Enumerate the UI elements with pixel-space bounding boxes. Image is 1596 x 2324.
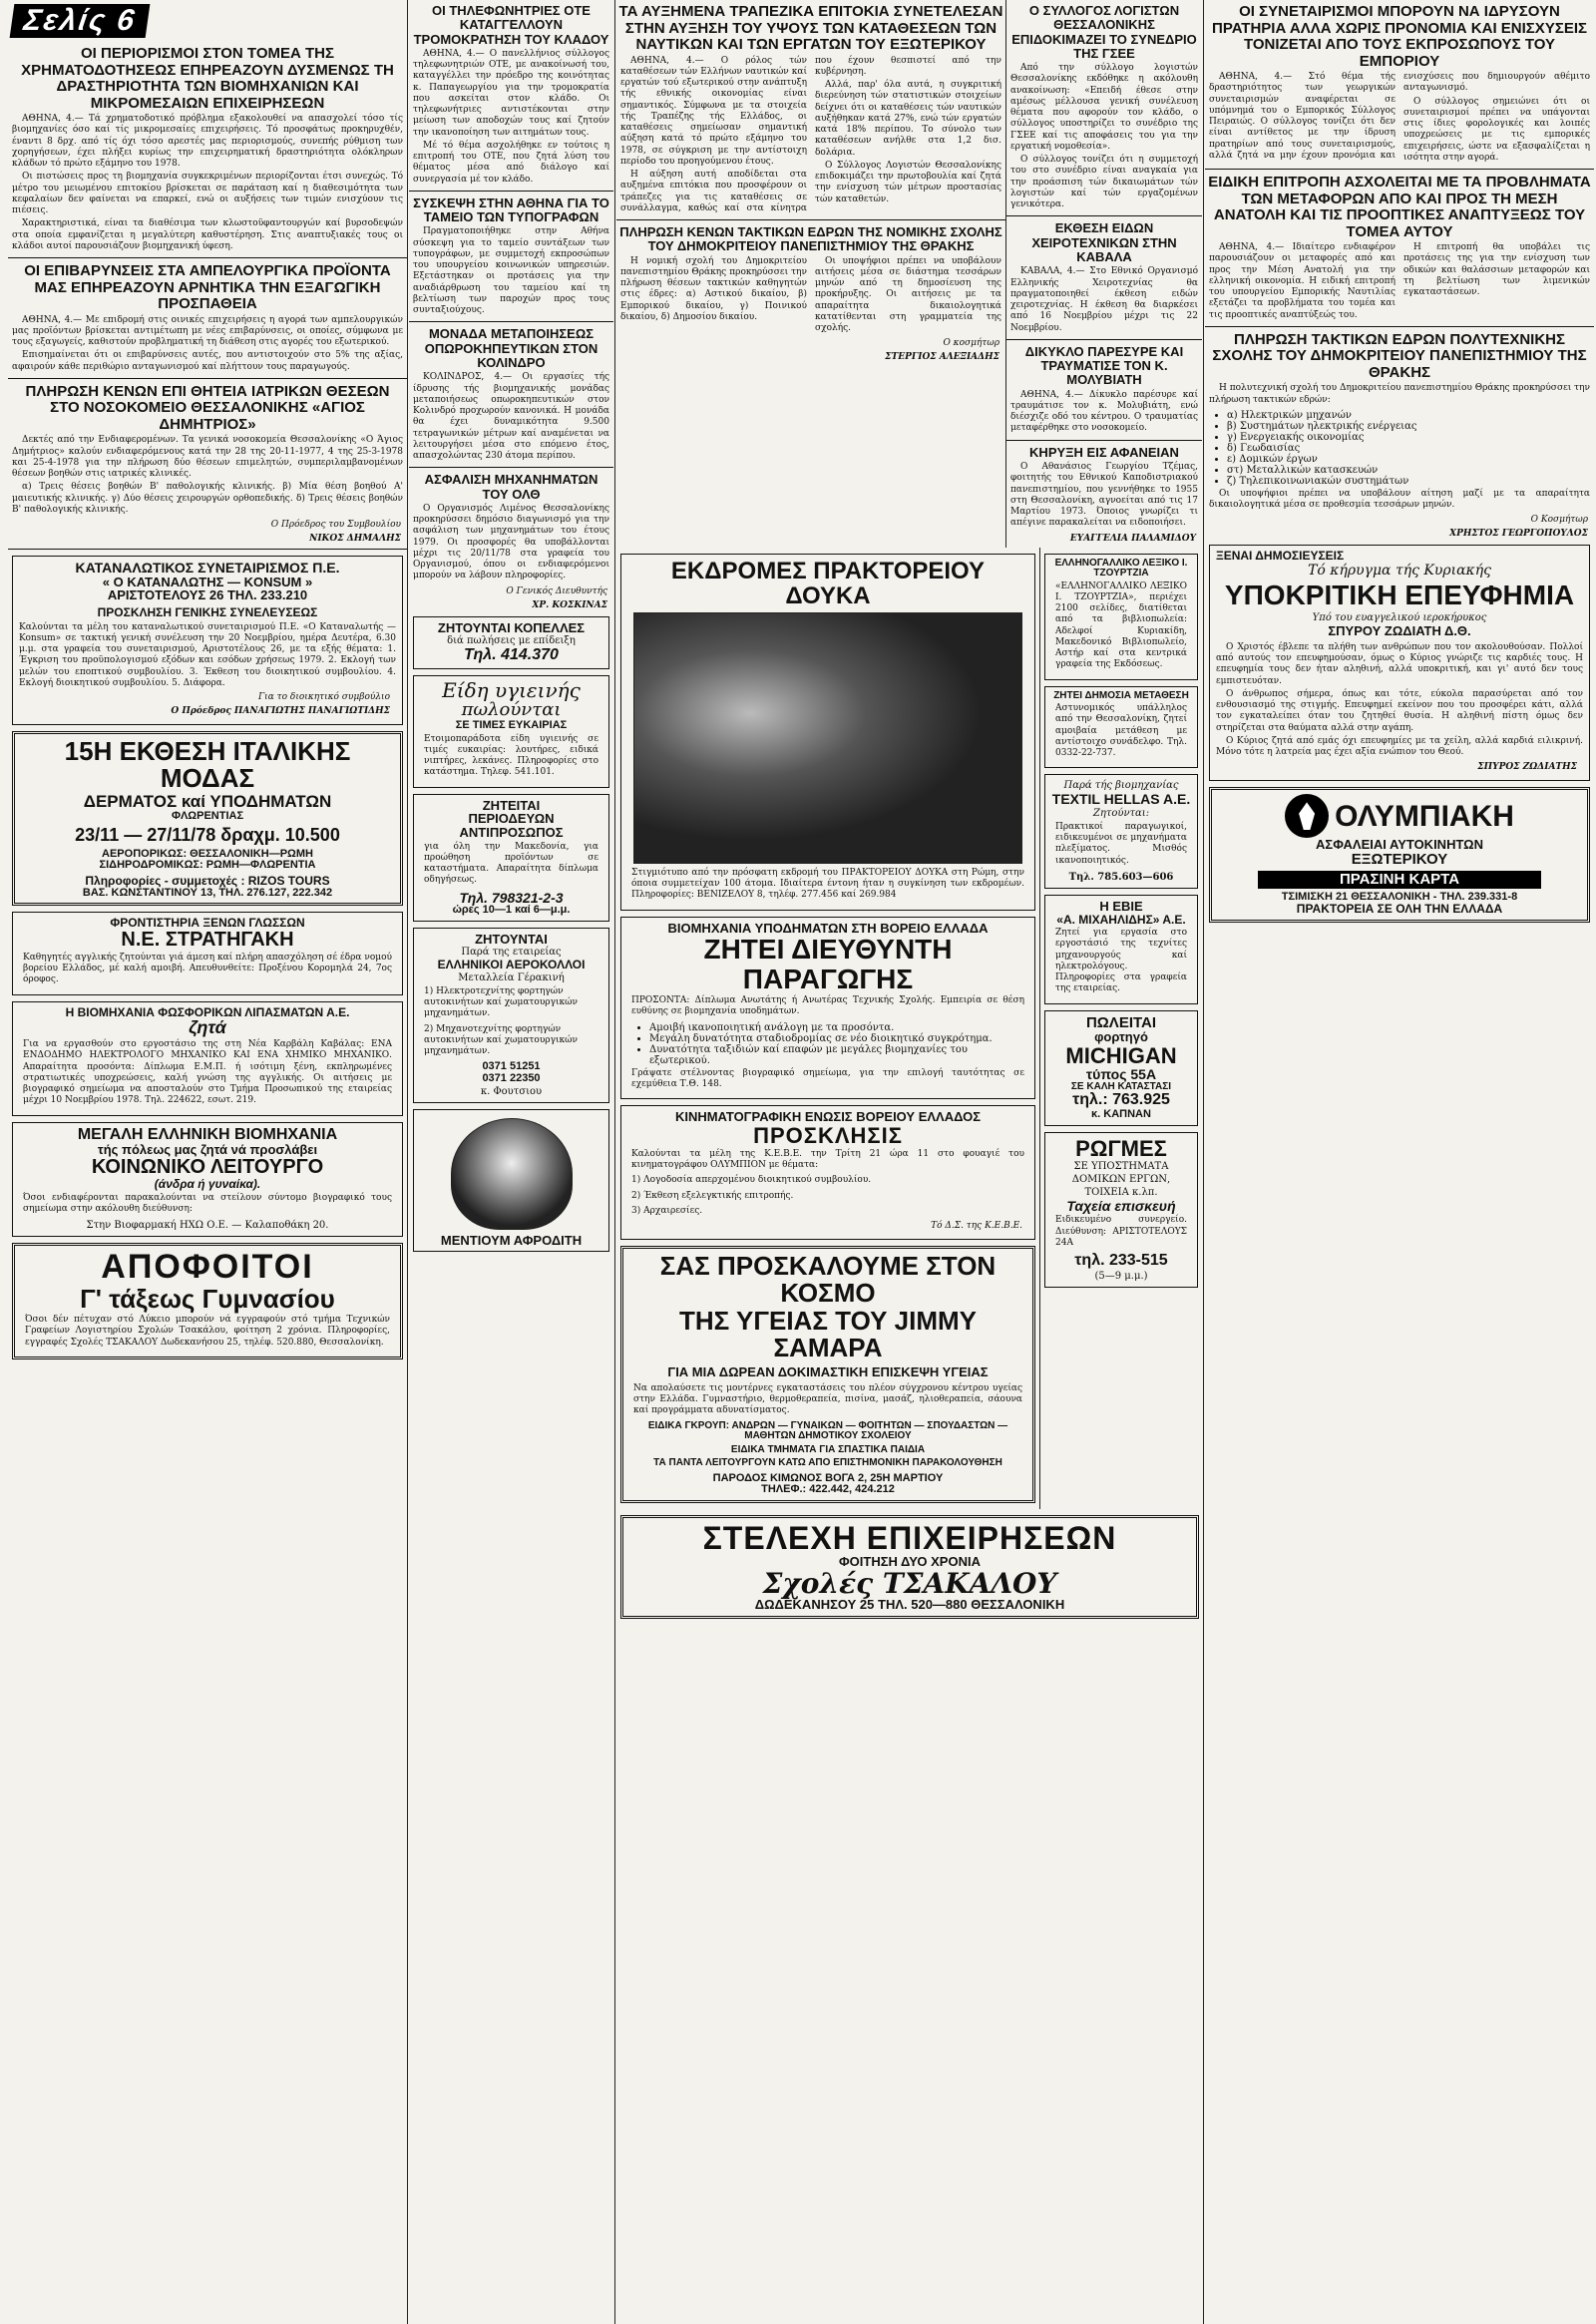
column-1 [8, 0, 407, 2324]
ad-title: ΖΗΤΟΥΝΤΑΙ ΚΟΠΕΛΛΕΣ [437, 619, 586, 635]
ad-transfer [1044, 686, 1198, 769]
ad-headline: ΣΤΕΛΕΧΗ ΕΠΙΧΕΙΡΗΣΕΩΝ [702, 1519, 1117, 1556]
article-body [620, 256, 1001, 335]
paragraph: Ο Κύριος ζητά από εμάς όχι επευφημίες με τα χείλη, αλλά καρδιά ειλικρινή. Μόνο τότε η λατρεία μας έχει αξία ενώπιον του Θεού. [1216, 735, 1583, 758]
paragraph: Ο Οργανισμός Λιμένος Θεσσαλονίκης προκηρύσσει δημόσιο διαγωνισμό για την ασφάλιση των μηχανημάτων του έτους 1979. Οι προσφορές θα υποβάλλονται μέχρι τις 20/11/78 στα γραφεία του Οργανισμού, όπου οι ενδιαφερόμενοι μπορούν να λάβουν πληροφορίες. [413, 503, 609, 581]
ad-phone: τηλ. 233-515 [1074, 1252, 1168, 1270]
kicker: ΞΕΝΑΙ ΔΗΜΟΣΙΕΥΣΕΙΣ [1216, 549, 1345, 564]
ad-headline: ΣΑΣ ΠΡΟΣΚΑΛΟΥΜΕ ΣΤΟΝ ΚΟΣΜΟ [659, 1251, 997, 1309]
photo-caption: Στιγμιότυπο από την πρόσφατη εκδρομή του ΠΡΑΚΤΟΡΕΙΟΥ ΔΟΥΚΑ στη Ρώμη, στην όποια συμμετείχαν 100 άτομα. Ιδιαίτερα έντονη ήταν η συγκίνηση των εκδρομέων. Πληροφορίες: ΒΕΝΙΖΕΛΟΥ 8, τηλέφ. 277.456 καί 269.984 [631, 867, 1024, 901]
sermon-subtitle: Τό κήρυγμα τής Κυριακής [1308, 562, 1491, 579]
list-item: • δ) Γεωδαισίας [1227, 443, 1594, 454]
paragraph: Χαρακτηριστικά, είναι τα διαθέσιμα των κλωστοϋφαντουργών καί βυρσοδεψών στα οποία εμφανίζεται η μεγαλύτερη καθυστέρηση. Στις αναπτυξιακές τους οι κλάδοι αυτοί παρουσιάζουν βιομηχανική ύφεση. [12, 218, 403, 251]
paragraph: ΑΘΗΝΑ, 4.— Ιδιαίτερο ενδιαφέρον παρουσιάζουν οι μεταφορές από και προς την Μέση Ανατολή για την ελληνική οικονομία. Η ειδική επιτροπή του υπουργείου Εμπορικής Ναυτιλίας εξετάζει τα προβλήματα του τομέα και τις προοπτικές αναπτύξεώς του. [1209, 242, 1396, 320]
ad-headline: ΑΠΟΦΟΙΤΟΙ [101, 1248, 314, 1287]
paragraph: ΚΟΛΙΝΔΡΟΣ, 4.— Οι εργασίες τής ίδρυσης τής βιομηχανικής μονάδας μεταποιήσεως οπωροκηπευτικών στον Κολινδρό προχωρούν κανονικά. Η μονάδα θα έχει δυναμικότητα 9.500 τετραγωνικών μέτρων καί αναμένεται να λειτουργήσει μέσα στο επόμενο έτος, απασχολώντας 230 άτομα περίπου. [413, 372, 609, 462]
ad-body: Όσοι δέν πέτυχαν στό Λύκειο μπορούν νά εγγραφούν στό τμήμα Τεχνικών Γραφείων Λογιστηρίου Σχολών Τσακάλου, φοίτηση 2 χρόνια. Πληροφορίες, εγγραφές Σχολές ΤΣΑΚΑΛΟΥ Δωδεκανήσου 25, τηλέφ. 520.880, Θεσσαλονίκη. [25, 1315, 390, 1348]
green-card-label: ΠΡΑΣΙΝΗ ΚΑΡΤΑ [1258, 871, 1541, 889]
article-body [1209, 489, 1590, 512]
paragraph: Ο σύλλογος τονίζει ότι η συμμετοχή του στο συνέδριο είναι αναγκαία για την προάσπιση τών δικαιωμάτων τών λογιστών καί τών εργαζομένων γενικότερα. [1010, 155, 1198, 210]
ad-title: ΖΗΤΕΙ ΔΗΜΟΣΙΑ ΜΕΤΑΘΕΣΗ [1053, 689, 1189, 701]
column-rule [614, 0, 615, 2324]
paragraph: Η αύξηση αυτή αποδίδεται στα αυξημένα επιτόκια που προσφέρουν οι τράπεζες για τις καταθέσεις σε συνάλλαγμα, καθώς καί στα κίνητρα που έχουν θεσπιστεί από την κυβέρνηση. [620, 55, 1001, 213]
column-2 [409, 0, 613, 2324]
article-title: ΟΙ ΠΕΡΙΟΡΙΣΜΟΙ ΣΤΟΝ ΤΟΜΕΑ ΤΗΣ ΧΡΗΜΑΤΟΔΟΤΗΣΕΩΣ ΕΠΗΡΕΑΖΟΥΝ ΔΥΣΜΕΝΩΣ ΤΗ ΔΡΑΣΤΗΡΙΟΤΗΤΑ ΤΩΝ ΒΙΟΜΗΧΑΝΙΩΝ ΚΑΙ ΜΙΚΡΟΜΕΣΑΙΩΝ ΕΠΙΧΕΙΡΗΣΕΩΝ [21, 45, 394, 112]
ad-olympiaki-header [1218, 794, 1581, 838]
ad-hours: ώρες 10—1 καί 6—μ.μ. [452, 904, 571, 917]
ad-subtitle: ΓΙΑ ΜΙΑ ΔΩΡΕΑΝ ΔΟΚΙΜΑΣΤΙΚΗ ΕΠΙΣΚΕΨΗ ΥΓΕΙΑΣ [667, 1364, 989, 1380]
ad-phone: ΤΗΛΕΦ.: 422.442, 424.212 [761, 1483, 895, 1496]
paragraph: Μέ τό θέμα ασχολήθηκε εν τούτοις η επιτροπή του ΟΤΕ, που ζητά λύση του θέματος μέσα από διάλογο καί συνεργασία μέ τον κλάδο. [413, 140, 609, 185]
ad-contact: κ. Φουτσιου [480, 1085, 543, 1097]
side-articles [1006, 0, 1202, 548]
signature-name: Τό Δ.Σ. της Κ.Ε.Β.Ε. [931, 1221, 1022, 1232]
ad-phone: 0371 51251 [482, 1060, 541, 1073]
ad-subtitle: ζητά [189, 1017, 226, 1038]
article-title: ΟΙ ΕΠΙΒΑΡΥΝΣΕΙΣ ΣΤΑ ΑΜΠΕΛΟΥΡΓΙΚΑ ΠΡΟΪΟΝΤΑ ΜΑΣ ΕΠΗΡΕΑΖΟΥΝ ΑΡΝΗΤΙΚΑ ΤΗΝ ΕΞΑΓΩΓΙΚΗ ΠΡΟΣΠΑΘΕΙΑ [24, 262, 391, 312]
ad-line: τής πόλεως μας ζητά νά προσλάβει [97, 1142, 318, 1158]
ad-title: ΠΩΛΕΙΤΑΙ [1085, 1013, 1157, 1031]
divider [8, 378, 407, 379]
divider [1006, 339, 1202, 340]
paragraph: Οι πιστώσεις προς τη βιομηχανία συγκεκριμένων περιορίζονται έτσι συνεχώς. Τό μέτρο του μειωμένου επιτοκίου βρίσκεται σε παράταση καί η διαθεσιμότητα των κεφαλαίων δεν φαίνεται να επαρκεί, ενώ οι αυξήσεις των τιμών ενισχύουν τις πιέσεις. [12, 172, 403, 215]
article-title: Ο ΣΥΛΛΟΓΟΣ ΛΟΓΙΣΤΩΝ ΘΕΣΣΑΛΟΝΙΚΗΣ ΕΠΙΔΟΚΙΜΑΖΕΙ ΤΟ ΣΥΝΕΔΡΙΟ ΤΗΣ ΓΣΕΕ [1011, 3, 1197, 61]
ad-body: Καλούνται τα μέλη του καταναλωτικού συνεταιρισμού Π.Ε. «Ο Καταναλωτής — Konsum» σε τακτική γενική συνέλευση την 20 Νοεμβρίου, ημέρα Δευτέρα, 6.30 μ.μ. στα γραφεία του συνεταιρισμού, Αριστοτέλους 26, με τα εξής θέματα: 1. Έγκριση του προϋπολογισμού εξόδων και εσόδων χρήσεως 1979. 2. Εκλογή των μελών του εποπτικού συμβουλίου. 3. Έκθεση του διοικητικού συμβουλίου. 4. Εκλογή διοικητικού συμβουλίου. 5. Διάφορα. [19, 621, 396, 688]
paragraph: Αλλά, παρ' όλα αυτά, η συγκριτική διερεύνηση τών στατιστικών στοιχείων δείχνει ότι οι καταθέσεις τών ναυτικών αυξήθηκαν κατά 27%, ενώ τών εργατών κατά 18% περίπου. Το σύνολο των καταθέσεων ανήλθε στα 1,2 δισ. δολάρια. [815, 80, 1001, 158]
lower-right-ads [1040, 548, 1202, 1509]
ad-line: Πληροφορίες - συμμετοχές : RIZOS TOURS [85, 874, 330, 889]
ad-headline: ΤΗΣ ΥΓΕΙΑΣ ΤΟΥ JIMMY ΣΑΜΑΡΑ [679, 1305, 977, 1362]
article-title: ΠΛΗΡΩΣΗ ΚΕΝΩΝ ΤΑΚΤΙΚΩΝ ΕΔΡΩΝ ΤΗΣ ΝΟΜΙΚΗΣ ΣΧΟΛΗΣ ΤΟΥ ΔΗΜΟΚΡΙΤΕΙΟΥ ΠΑΝΕΠΙΣΤΗΜΙΟΥ ΤΗΣ ΘΡΑΚΗΣ [619, 224, 1002, 254]
ad-michigan [1044, 1010, 1198, 1126]
ad-title: 15Η ΕΚΘΕΣΗ ΙΤΑΛΙΚΗΣ ΜΟΔΑΣ [64, 736, 351, 794]
ad-headline: MICHIGAN [1065, 1043, 1177, 1069]
lower-left-ads [616, 548, 1040, 1509]
ad-line: Παρά τής βιομηχανίας [1063, 780, 1179, 792]
ad-line: ΕΙΔΙΚΑ ΓΚΡΟΥΠ: ΑΝΔΡΩΝ — ΓΥΝΑΙΚΩΝ — ΦΟΙΤΗΤΩΝ — ΣΠΟΥΔΑΣΤΩΝ — ΜΑΘΗΤΩΝ ΔΗΜΟΤΙΚΟΥ ΣΧΟΛΕΙΟΥ [647, 1419, 1008, 1442]
paragraph: Οι υποψήφιοι πρέπει να υποβάλουν αίτηση μαζί με τα απαραίτητα δικαιολογητικά μέσα σε προθεσμία τεσσάρων μηνών. [1209, 488, 1590, 510]
ad-line: (άνδρα ή γυναίκα). [154, 1176, 261, 1191]
ad-body: Πρακτικοί παραγωγικοί, ειδικευμένοι σε μηχανήματα πλεξίματος. Μισθός ικανοποιητικός. [1055, 821, 1187, 866]
paragraph: Πραγματοποιήθηκε στην Αθήνα σύσκεψη για το ταμείο συντάξεων των τυπογράφων, με συμμετοχή εκπροσώπων του υπουργείου κοινωνικών υπηρεσιών. Εξετάστηκαν οι προτάσεις για την αναδιάρθρωση του ταμείου καί τη βελτίωση των παροχών προς τους συνταξιούχους. [413, 226, 609, 316]
ad-dictionary [1044, 554, 1198, 680]
signature-name: ΧΡ. ΚΟΣΚΙΝΑΣ [532, 599, 607, 610]
page-number-logo-wrap [12, 2, 403, 42]
ad-title: Η ΕΒΙΕ [1099, 898, 1143, 914]
paragraph: Δεκτές από την Ενδιαφερομένων. Τα γενικά νοσοκομεία Θεσσαλονίκης «Ο Άγιος Δημήτριος» καλούν ενδιαφερόμενους κατά την 28 της 20-11-1977, 4 της 25-3-1978 και 25-4-1978 για την πλήρωση δύο θέσεων επιμελητών, συμπεριλαμβανομένων θέσεων βοηθών στις ιατρικές κλινικές. [12, 435, 403, 479]
ad-subtitle: ΠΕΡΙΟΔΕΥΩΝ ΑΝΤΙΠΡΟΣΩΠΟΣ [459, 811, 564, 840]
ad-name: « Ο ΚΑΤΑΝΑΛΩΤΗΣ — KONSUM » [102, 574, 313, 589]
article-title: ΣΥΣΚΕΨΗ ΣΤΗΝ ΑΘΗΝΑ ΓΙΑ ΤΟ ΤΑΜΕΙΟ ΤΩΝ ΤΥΠΟΓΡΑΦΩΝ [413, 194, 609, 225]
divider [1205, 326, 1594, 327]
signature-name: ΣΤΕΡΓΙΟΣ ΑΛΕΞΙΑΔΗΣ [885, 352, 999, 363]
article-body [413, 372, 609, 462]
ad-phone: τηλ.: 763.925 [1072, 1091, 1170, 1109]
byline: Υπό του ευαγγελικού ιεροκήρυκος [1312, 612, 1487, 624]
ad-aerokolloi [413, 928, 609, 1103]
ad-phone: 0371 22350 [482, 1072, 541, 1085]
list-item: • β) Συστημάτων ηλεκτρικής ενέργειας [1227, 421, 1594, 432]
ad-title: ΒΙΟΜΗΧΑΝΙΑ ΥΠΟΔΗΜΑΤΩΝ ΣΤΗ ΒΟΡΕΙΟ ΕΛΛΑΔΑ [667, 920, 989, 936]
ad-language-school [12, 912, 403, 994]
ad-fertilizers [12, 1001, 403, 1116]
ad-headline: ΡΩΓΜΕΣ [1075, 1135, 1167, 1161]
ad-textil-hellas [1044, 774, 1198, 889]
article-title: ΚΗΡΥΞΗ ΕΙΣ ΑΦΑΝΕΙΑΝ [1029, 444, 1179, 460]
ad-hours: (5—9 μ.μ.) [1094, 1271, 1148, 1283]
list-item: • Αμοιβή ικανοποιητική ανάλογη με τα προσόντα. [649, 1022, 1028, 1033]
ad-konsum [12, 556, 403, 725]
paragraph: ΚΑΒΑΛΑ, 4.— Στο Εθνικό Οργανισμό Ελληνικής Χειροτεχνίας θα πραγματοποιηθεί έκθεση ειδών χειροτεχνίας. Η έκθεση θα διαρκέσει από 16 Νοεμβρίου μέχρι τις 22 Νοεμβρίου. [1010, 266, 1198, 333]
ad-line: ΣΕ ΤΙΜΕΣ ΕΥΚΑΙΡΙΑΣ [455, 719, 568, 732]
ad-contact: κ. ΚΑΠΝΑΝ [1091, 1108, 1151, 1121]
signature-name: ΣΠΥΡΟΣ ΖΩΔΙΑΤΗΣ [1477, 762, 1577, 773]
ad-line: ΕΞΩΤΕΡΙΚΟΥ [1351, 851, 1448, 869]
article-title: ΠΛΗΡΩΣΗ ΤΑΚΤΙΚΩΝ ΕΔΡΩΝ ΠΟΛΥΤΕΧΝΙΚΗΣ ΣΧΟΛΗΣ ΤΟΥ ΔΗΜΟΚΡΙΤΕΙΟΥ ΠΑΝΕΠΙΣΤΗΜΙΟΥ ΤΗΣ ΘΡΑΚΗΣ [1212, 330, 1587, 381]
list-item: • ζ) Τηλεπικοινωνιακών συστημάτων [1227, 476, 1594, 487]
ad-subtitle: Ταχεία επισκευή [1066, 1197, 1176, 1214]
ad-body: Καλούνται τα μέλη της Κ.Ε.Β.Ε. την Τρίτη 21 ώρα 11 στο φουαγιέ του κινηματογράφου ΟΛΥΜΠΙΟΝ με θέματα: [631, 1148, 1024, 1171]
ad-title: ΕΚΔΡΟΜΕΣ ΠΡΑΚΤΟΡΕΙΟΥ ΔΟΥΚΑ [670, 557, 986, 609]
ad-line: Ζητούνται: [1092, 807, 1150, 819]
article-body [413, 49, 609, 186]
paragraph: Η πολυτεχνική σχολή του Δημοκριτείου πανεπιστημίου Θράκης προκηρύσσει την πλήρωση τακτικών εδρών: [1209, 383, 1590, 405]
author: ΣΠΥΡΟΥ ΖΩΔΙΑΤΗ Δ.Θ. [1328, 623, 1471, 639]
article-body [413, 226, 609, 316]
ad-cracks [1044, 1132, 1198, 1288]
paragraph: ΑΘΗΝΑ, 4.— Στό θέμα τής δραστηριότητος των γεωργικών συνεταιρισμών αναφέρεται σε υπόμνημά του ο Εμπορικός Σύλλογος Πειραιώς. Ο σύλλογος τονίζει ότι δεν είναι αντίθετος με την ίδρυση πρατηρίων από τους συνεταιρισμούς, αλλά ζητά να μην έχουν προνόμια και ενισχύσεις που δημιουργούν αθέμιτο ανταγωνισμό. [1209, 72, 1590, 161]
ad-line: τύπος 55Α [1085, 1066, 1157, 1083]
article-body [1010, 390, 1198, 435]
paragraph: Ο σύλλογος σημειώνει ότι οι συνεταιρισμοί πρέπει να υπάγονται στις ίδιες φορολογικές και λοιπές υποχρεώσεις με τις εμπορικές επιχειρήσεις, ώστε να εξασφαλίζεται η ισότητα στην αγορά. [1403, 96, 1590, 163]
ad-body: Καθηγητές αγγλικής ζητούνται γιά άμεση καί πλήρη απασχόληση σέ έδρα νομού βορείου Ελλάδος, μέ καλή αμοιβή. Απευθυνθείτε: Προξένου Κορομηλά 24, 7ος όροφος. [23, 952, 392, 985]
ad-address: Στην Βιοφαρμακή ΗΧΩ Ο.Ε. — Καλαποθάκη 20. [86, 1220, 329, 1232]
paragraph: ΑΘΗΝΑ, 4.— Ο ρόλος τών καταθέσεων τών Ελλήνων ναυτικών καί εργατών τού εξωτερικού στην ανάπτυξη τής εθνικής οικονομίας είναι σημαντικός. Σύμφωνα με τα στοιχεία τής Τραπέζης τής Ελλάδος, οι καταθέσεις σημείωσαν σημαντική αύξηση κατά τό πρώτο εξάμηνο του 1978, σε σύγκριση με την αντίστοιχη περίοδο του προηγούμενου έτους. [620, 55, 807, 167]
ad-headline: ΖΗΤΕΙ ΔΙΕΥΘΥΝΤΗ ΠΑΡΑΓΩΓΗΣ [703, 934, 953, 994]
divider [1006, 440, 1202, 441]
article-body [12, 114, 403, 252]
list-item: • Δυνατότητα ταξιδιών καί επαφών με μεγάλες βιομηχανίες του εξωτερικού. [649, 1044, 1028, 1066]
ad-line: ΠΡΑΚΤΟΡΕΙΑ ΣΕ ΟΛΗ ΤΗΝ ΕΛΛΑΔΑ [1296, 902, 1503, 917]
signature-name: ΕΥΑΓΓΕΛΙΑ ΠΑΛΑΜΙΔΟΥ [1069, 533, 1196, 544]
ad-name: Σχολές ΤΣΑΚΑΛΟΥ [762, 1566, 1057, 1600]
excursion-photo [633, 612, 1022, 864]
list-item: • α) Ηλεκτρικών μηχανών [1227, 410, 1594, 421]
paragraph: Οι υποψήφιοι πρέπει να υποβάλουν αιτήσεις μέσα σε διάστημα τεσσάρων μηνών από τη δημοσίευση της προκήρυξης. Οι αιτήσεις με τα απαραίτητα δικαιολογητικά κατατίθενται στη γραμματεία της σχολής. [815, 255, 1001, 334]
ad-girls-wanted [413, 616, 609, 669]
ad-footer: Γράψατε στέλνοντας βιογραφικό σημείωμα, για την επιλογή ταυτότητας σε εχεμύθεια Τ.Θ. 148. [631, 1067, 1024, 1089]
list-item: • Μεγάλη δυνατότητα σταδιοδρομίας σε νέο διοικητικό συγκρότημα. [649, 1033, 1028, 1044]
ad-graduates [12, 1243, 403, 1359]
lower-row [616, 548, 1203, 1509]
article-body [1209, 242, 1590, 321]
paragraph: Ο άνθρωπος σήμερα, όπως και τότε, εύκολα παρασύρεται από τον ενθουσιασμό της στιγμής. Επευφημεί εκείνον που του προσφέρει κάτι, αλλά τον εγκαταλείπει όταν του ζητηθεί θυσία. Η αληθινή πίστη όμως δεν στηρίζεται στα θαύματα αλλά στην αγάπη. [1216, 688, 1583, 733]
column-rule [1203, 0, 1204, 2324]
article-title: ΤΑ ΑΥΞΗΜΕΝΑ ΤΡΑΠΕΖΙΚΑ ΕΠΙΤΟΚΙΑ ΣΥΝΕΤΕΛΕΣΑΝ ΣΤΗΝ ΑΥΞΗΣΗ ΤΟΥ ΥΨΟΥΣ ΤΩΝ ΚΑΤΑΘΕΣΕΩΝ ΤΩΝ ΝΑΥΤΙΚΩΝ ΚΑΙ ΤΩΝ ΕΡΓΑΤΩΝ ΤΟΥ ΕΞΩΤΕΡΙΚΟΥ [618, 3, 1003, 53]
article-title: ΑΣΦΑΛΙΣΗ ΜΗΧΑΝΗΜΑΤΩΝ ΤΟΥ ΟΛΘ [424, 472, 598, 502]
ad-address: ΠΑΡΟΔΟΣ ΚΙΜΩΝΟΣ ΒΟΓΑ 2, 25Η ΜΑΡΤΙΟΥ [712, 1471, 944, 1484]
ad-title: Είδη υγιεινής [442, 678, 581, 703]
article-title: ΔΙΚΥΚΛΟ ΠΑΡΕΣΥΡΕ ΚΑΙ ΤΡΑΥΜΑΤΙΣΕ ΤΟΝ Κ. ΜΟΛΥΒΙΑΤΗ [1024, 343, 1184, 388]
ad-phone: Τηλ. 414.370 [464, 646, 559, 664]
signature-role: Ο Γενικός Διευθυντής [506, 585, 607, 596]
list-item: • γ) Ενεργειακής οικονομίας [1227, 432, 1594, 443]
benefits-list [649, 1022, 1028, 1066]
paragraph: ΑΘΗΝΑ, 4.— Με επιδρομή στις οινικές επιχειρήσεις η αγορά των αμπελουργικών μας προϊόντων βρίσκεται αντιμέτωπη με νέες επιβαρύνσεις, οι οποίες, σύμφωνα με τους εξαγωγείς, καθιστούν προβληματική τη διάθεση στις αγορές του εξωτερικού. [12, 314, 403, 347]
sermon-title: ΥΠΟΚΡΙΤΙΚΗ ΕΠΕΥΦΗΜΙΑ [1224, 579, 1575, 610]
portrait-photo [451, 1118, 573, 1230]
ad-body: Αστυνομικός υπάλληλος από την Θεσσαλονίκη, ζητεί αμοιβαία μετάθεση με αντίστοιχο συνάδελφο. Τηλ. 0332-22-737. [1055, 703, 1187, 759]
ad-address: ΒΑΣ. ΚΩΝΣΤΑΝΤΙΝΟΥ 13, ΤΗΛ. 276.127, 222.342 [82, 886, 333, 899]
paragraph: ΑΘΗΝΑ, 4.— Τά χρηματοδοτικό πρόβλημα εξακολουθεί να απασχολεί τόσο τίς βιομηχανίες όσο καί τίς μικρομεσαίες επιχειρήσεις. Τό προσφάτως προκηρυχθέν, έναντι 8 δρχ. από τίς όχι τόσο αρεστές μας περιορισμούς, συνεπής ρύθμιση των χορηγήσεων, έχει πλήξει κυρίως την επιχειρηματική δραστηριότητα ολόκληρων κλάδων τό πρώτο εξάμηνο του 1978. [12, 114, 403, 169]
paragraph: Επισημαίνεται ότι οι επιβαρύνσεις αυτές, που αντιστοιχούν στο 5% της αξίας, αφαιρούν κάθε περιθώριο ανταγωνισμού καί πλήττουν τους παραγωγούς. [12, 350, 403, 372]
banking-article [616, 0, 1006, 548]
ad-dates-price: 23/11 — 27/11/78 δραχμ. 10.500 [75, 825, 340, 846]
paragraph: Ο Αθανάσιος Γεωργίου Τζέμας, φοιτητής του Εθνικού Καποδιστριακού πανεπιστημίου, που γεννήθηκε το 1955 στη Θεσσαλονίκη, αγνοείται από τις 17 Μαρτίου 1973. Όποιος γνωρίζει τι απέγινε παρακαλείται να ειδοποιήσει. [1010, 462, 1198, 529]
divider [1205, 169, 1594, 170]
signature-role: Ο κοσμήτωρ [943, 338, 999, 349]
ad-title: Η ΒΙΟΜΗΧΑΝΙΑ ΦΩΣΦΟΡΙΚΩΝ ΛΙΠΑΣΜΑΤΩΝ Α.Ε. [65, 1004, 350, 1019]
ad-item: 1) Ηλεκτροτεχνίτης φορτηγών αυτοκινήτων καί χωματουργικών μηχανημάτων. [424, 985, 578, 1019]
article-body [1010, 63, 1198, 210]
list-item: • στ) Μεταλλικών κατασκευών [1227, 465, 1594, 476]
ad-name: TEXTIL HELLAS A.E. [1051, 791, 1191, 808]
ad-olympiaki [1209, 787, 1590, 922]
list-item: • ε) Δομικών έργων [1227, 454, 1594, 465]
divider [1006, 215, 1202, 216]
article-title: ΕΙΔΙΚΗ ΕΠΙΤΡΟΠΗ ΑΣΧΟΛΕΙΤΑΙ ΜΕ ΤΑ ΠΡΟΒΛΗΜΑΤΑ ΤΩΝ ΜΕΤΑΦΟΡΩΝ ΑΠΟ ΚΑΙ ΠΡΟΣ ΤΗ ΜΕΣΗ ΑΝΑΤΟΛΗ ΚΑΙ ΤΙΣ ΠΡΟΟΠΤΙΚΕΣ ΑΝΑΠΤΥΞΕΩΣ ΤΟΥ ΤΟΜΕΑ ΑΥΤΟΥ [1208, 174, 1591, 240]
article-title: ΟΙ ΤΗΛΕΦΩΝΗΤΡΙΕΣ ΟΤΕ ΚΑΤΑΓΓΕΛΛΟΥΝ ΤΡΟΜΟΚΡΑΤΗΣΗ ΤΟΥ ΚΛΑΔΟΥ [413, 3, 609, 47]
paragraph: α) Τρεις θέσεις βοηθών Β' παθολογικής κλινικής. β) Μία θέση βοηθού Α' μαιευτικής κλινικής. γ) Δύο θέσεις χειρουργών ορθοπεδικής. δ) Τρεις θέσεις βοηθών Β' παθολογικής κλινικής. [12, 482, 403, 515]
agenda-item: 3) Αρχαιρεσίες. [631, 1205, 703, 1216]
ad-body: «ΕΛΛΗΝΟΓΑΛΛΙΚΟ ΛΕΞΙΚΟ Ι. ΤΖΟΥΡΤΖΙΑ», περιέχει 2100 σελίδες, διατίθεται από τα βιβλιοπωλεία: Αδελφοί Κυριακίδη, Μακεδονικό Βιβλιοπωλείο, Αστήρ καί στα κεντρικά γραφεία της Εκδόσεως. [1055, 581, 1187, 670]
ad-title: ΕΛΛΗΝΟΓΑΛΛΙΚΟ ΛΕΞΙΚΟ Ι. ΤΖΟΥΡΤΖΙΑ [1054, 557, 1188, 580]
chairs-list [1227, 410, 1594, 487]
ad-line: φορτηγό [1094, 1029, 1148, 1045]
ad-line: ΑΣΦΑΛΕΙΑΙ ΑΥΤΟΚΙΝΗΤΩΝ [1316, 837, 1483, 853]
ad-line: ΣΕ ΚΑΛΗ ΚΑΤΑΣΤΑΣΙ [1070, 1080, 1172, 1092]
ad-body: Ζητεί για εργασία στο εργοστάσιό της τεχνίτες μηχανουργούς καί ηλεκτρολόγους. Πληροφορίες στα γραφεία της εταιρείας. [1055, 928, 1187, 994]
signature-role: Ο Πρόεδρος του Συμβουλίου [270, 520, 401, 530]
divider [616, 219, 1005, 220]
divider [409, 321, 613, 322]
column-4 [1205, 0, 1594, 2324]
article-body [12, 315, 403, 373]
ad-address: ΤΣΙΜΙΣΚΗ 21 ΘΕΣΣΑΛΟΝΙΚΗ - ΤΗΛ. 239.331-8 [1281, 890, 1518, 903]
column-3 [616, 0, 1203, 2324]
ad-title: ΖΗΤΕΙΤΑΙ [482, 797, 541, 813]
ad-line: ΣΙΔΗΡΟΔΡΟΜΙΚΩΣ: ΡΩΜΗ—ΦΛΩΡΕΝΤΙΑ [99, 859, 316, 872]
ad-cinema-union [620, 1105, 1035, 1240]
ad-line: ΦΛΩΡΕΝΤΙΑΣ [171, 809, 244, 822]
article-body [1209, 383, 1590, 406]
article-body [620, 56, 1001, 215]
ad-subtitle: ΔΕΡΜΑΤΟΣ καί ΥΠΟΔΗΜΑΤΩΝ [83, 791, 332, 811]
sermon-box [1209, 545, 1590, 781]
ad-shoe-industry [620, 917, 1035, 1099]
ad-jimmy-samaras [620, 1246, 1035, 1503]
ad-title: ΚΑΤΑΝΑΛΩΤΙΚΟΣ ΣΥΝΕΤΑΙΡΙΣΜΟΣ Π.Ε. [75, 560, 340, 576]
ad-sanitary [413, 675, 609, 787]
divider [8, 549, 407, 550]
ad-body: Να απολαύσετε τις μοντέρνες εγκαταστάσεις του πλέον σύγχρονου κέντρου υγείας στην Ελλάδα. Γυμναστήριο, θερμοθεραπεία, πισίνα, μασάζ, ηλιοθεραπεία, σάουνα καί προγράμματα αδυνατίσματος. [633, 1382, 1022, 1416]
ad-headline: ΚΟΙΝΩΝΙΚΟ ΛΕΙΤΟΥΡΓΟ [91, 1155, 324, 1178]
ad-body: Όσοι ενδιαφέρονται παρακαλούνται να στείλουν σύντομο βιογραφικό τους σημείωμα στην ακόλουθη διεύθυνση: [23, 1192, 392, 1214]
ad-sales-rep [413, 794, 609, 922]
divider [8, 257, 407, 258]
article-body [1209, 72, 1590, 164]
paragraph: ΑΘΗΝΑ, 4.— Ο πανελλήνιος σύλλογος τηλεφωνητριών ΟΤΕ, με ανακοίνωσή του, καταγγέλλει την πρόεδρο της κοινότητας κ. Παπαγεωργίου για την τρομοκρατία που ασκείται στον κλάδο. Οι τηλεφωνήτριες αντιστέκονται στην μείωση των αποδοχών τους καί ζητούν την ικανοποίηση των αιτημάτων τους. [413, 48, 609, 138]
signature-name: ΝΙΚΟΣ ΔΗΜΑΛΗΣ [309, 534, 401, 544]
agenda-item: 2) Έκθεση εξελεγκτικής επιτροπής. [631, 1190, 794, 1201]
ad-phone: Τηλ. 785.603—606 [1068, 871, 1174, 883]
ad-body: Ειδικευμένο συνεργείο. Διεύθυνση: ΑΡΙΣΤΟΤΕΛΟΥΣ 24Α [1055, 1215, 1187, 1248]
ad-title: ΦΡΟΝΤΙΣΤΗΡΙΑ ΞΕΝΩΝ ΓΛΩΣΣΩΝ [110, 916, 305, 931]
ad-line: ΕΙΔΙΚΑ ΤΜΗΜΑΤΑ ΓΙΑ ΣΠΑΣΤΙΚΑ ΠΑΙΔΙΑ [730, 1443, 926, 1455]
ad-line: διά πωλήσεις με επίδειξη [447, 635, 576, 647]
signature-name: Ο Πρόεδρος ΠΑΝΑΓΙΩΤΗΣ ΠΑΝΑΓΙΩΤΙΔΗΣ [171, 706, 390, 717]
ad-body: ΠΡΟΣΟΝΤΑ: Δίπλωμα Ανωτάτης ή Ανωτέρας Τεχνικής Σχολής. Εμπειρία σε θέση ευθύνης σε βιομηχανία υποδημάτων. [631, 995, 1024, 1017]
paragraph: Από την σύλλογο λογιστών Θεσσαλονίκης εκδόθηκε η ακόλουθη ανακοίνωση: «Επειδή έθεσε στην αμέσως μέλλουσα γενική συνέλευση θέματα που αφορούν τον κλάδο, ο σύλλογος υποστηρίζει το συνέδριο της ΓΣΕΕ καί τις αποφάσεις του για την εργατική νομοθεσία». [1010, 63, 1198, 152]
sermon-body [1216, 642, 1583, 759]
article-title: ΜΟΝΑΔΑ ΜΕΤΑΠΟΙΗΣΕΩΣ ΟΠΩΡΟΚΗΠΕΥΤΙΚΩΝ ΣΤΟΝ ΚΟΛΙΝΔΡΟ [424, 326, 598, 371]
column-rule [407, 0, 408, 2324]
ad-line: ΦΟΙΤΗΣΗ ΔΥΟ ΧΡΟΝΙΑ [839, 1554, 981, 1570]
page-number-logo: Σελίς 6 [10, 4, 151, 38]
ad-subtitle: Γ' τάξεως Γυμνασίου [80, 1283, 335, 1314]
ad-name: ΕΛΛΗΝΙΚΟΙ ΑΕΡΟΚΟΛΛΟΙ [437, 958, 586, 972]
ad-address: ΑΡΙΣΤΟΤΕΛΟΥΣ 26 ΤΗΛ. 233.210 [107, 587, 308, 603]
ad-line: ΑΕΡΟΠΟΡΙΚΩΣ: ΘΕΣΣΑΛΟΝΙΚΗ—ΡΩΜΗ [102, 847, 313, 860]
paragraph: Ο Σύλλογος Λογιστών Θεσσαλονίκης επιδοκιμάζει την πρωτοβουλία καί ζητά την ενίσχυση τών μέτρων προστασίας τών καταθετών. [815, 160, 1001, 204]
ad-line: ΣΕ ΥΠΟΣΤΗΜΑΤΑ ΔΟΜΙΚΩΝ ΕΡΓΩΝ, ΤΟΙΧΕΙΑ κ.λπ. [1071, 1160, 1171, 1198]
paragraph: ΑΘΗΝΑ, 4.— Δίκυκλο παρέσυρε καί τραυμάτισε τον κ. Μολυβιάτη, ενώ διέσχιζε οδό του κέντρου. Ο τραυματίας μεταφέρθηκε στο νοσοκομείο. [1010, 389, 1198, 434]
ad-title: ΜΕΓΑΛΗ ΕΛΛΗΝΙΚΗ ΒΙΟΜΗΧΑΝΙΑ [77, 1125, 338, 1143]
signature-name: ΧΡΗΣΤΟΣ ΓΕΩΡΓΟΠΟΥΛΟΣ [1449, 529, 1588, 540]
ad-medium [413, 1109, 609, 1253]
ad-name: Ν.Ε. ΣΤΡΑΤΗΓΑΚΗ [121, 928, 294, 951]
article-title: ΠΛΗΡΩΣΗ ΚΕΝΩΝ ΕΠΙ ΘΗΤΕΙΑ ΙΑΤΡΙΚΩΝ ΘΕΣΕΩΝ ΣΤΟ ΝΟΣΟΚΟΜΕΙΟ ΘΕΣΣΑΛΟΝΙΚΗΣ «ΑΓΙΟΣ ΔΗΜΗΤΡΙΟΣ» [25, 382, 390, 433]
ad-social-worker [12, 1122, 403, 1238]
ad-douka-excursions [620, 554, 1035, 911]
top-row [616, 0, 1203, 548]
ad-line: Παρά της εταιρείας [461, 947, 562, 959]
ad-name: ΜΕΝΤΙΟΥΜ ΑΦΡΟΔΙΤΗ [440, 1232, 583, 1248]
signature-role: Ο Κοσμήτωρ [1530, 515, 1588, 526]
ad-mihailidis [1044, 895, 1198, 1004]
signature-role: Για το διοικητικό συμβούλιο [257, 692, 390, 703]
ad-title: ΚΙΝΗΜΑΤΟΓΡΑΦΙΚΗ ΕΝΩΣΙΣ ΒΟΡΕΙΟΥ ΕΛΛΑΔΟΣ [674, 1109, 982, 1125]
ad-subtitle: πωλούνται [461, 699, 562, 721]
agenda-item: 1) Λογοδοσία απερχομένου διοικητικού συμβουλίου. [631, 1175, 872, 1186]
article-body [12, 435, 403, 516]
ad-phone: Τηλ. 798321-2-3 [459, 889, 564, 906]
ad-subtitle: ΠΡΟΣΚΛΗΣΗ ΓΕΝΙΚΗΣ ΣΥΝΕΛΕΥΣΕΩΣ [97, 604, 318, 619]
ad-name: ΟΛΥΜΠΙΑΚΗ [1335, 799, 1514, 833]
article-title: ΕΚΘΕΣΗ ΕΙΔΩΝ ΧΕΙΡΟΤΕΧΝΙΚΩΝ ΣΤΗΝ ΚΑΒΑΛΑ [1031, 220, 1177, 265]
paragraph: Η επιτροπή θα υποβάλει τις προτάσεις της για την ενίσχυση των οδικών και θαλάσσιων μεταφορών και τη βελτίωση των λιμενικών εγκαταστάσεων. [1403, 242, 1590, 297]
paragraph: Ο Χριστός έβλεπε τα πλήθη των ανθρώπων που τον ακολουθούσαν. Πολλοί από αυτούς τον επευφημούσαν, όμως ο Κύριος γνώριζε τις καρδιές τους. Η επευφημία τους δεν ήταν αληθινή, αλλά υποκριτική, και γι' αυτό δεν τους εμπιστευόταν. [1216, 641, 1583, 686]
ad-title: ΖΗΤΟΥΝΤΑΙ [475, 931, 548, 947]
paragraph: Η νομική σχολή του Δημοκριτείου πανεπιστημίου Θράκης προκηρύσσει την πλήρωση θέσεων τακτικών καθηγητών στις έδρες: α) Αστικού δικαίου, β) Εμπορικού δικαίου, γ) Ποινικού δικαίου, δ) Δημοσίου δικαίου. [620, 255, 807, 322]
ad-line: Μεταλλεία Γέρακινή [458, 971, 565, 983]
ad-business-executives [620, 1515, 1199, 1619]
divider [409, 191, 613, 192]
ad-address: ΔΩΔΕΚΑΝΗΣΟΥ 25 ΤΗΛ. 520—880 ΘΕΣΣΑΛΟΝΙΚΗ [754, 1597, 1065, 1613]
ad-fashion-expo [12, 731, 403, 906]
ad-body: για όλη την Μακεδονία, για προώθηση προϊόντων σε καταστήματα. Απαραίτητα δίπλωμα οδηγήσεως. [424, 841, 598, 886]
ad-body: Ετοιμοπαράδοτα είδη υγιεινής σε τιμές ευκαιρίας: λουτήρες, ειδικά νιπτήρες, λεκάνες. Πληροφορίες στο κατάστημα. Τηλεφ. 541.101. [424, 733, 598, 778]
torch-logo-icon [1285, 794, 1329, 838]
article-body [1010, 266, 1198, 334]
article-body [1010, 462, 1198, 530]
ad-line: ΤΑ ΠΑΝΤΑ ΛΕΙΤΟΥΡΓΟΥΝ ΚΑΤΩ ΑΠΟ ΕΠΙΣΤΗΜΟΝΙΚΗ ΠΑΡΑΚΟΛΟΥΘΗΣΗ [653, 1457, 1002, 1469]
article-title: ΟΙ ΣΥΝΕΤΑΙΡΙΣΜΟΙ ΜΠΟΡΟΥΝ ΝΑ ΙΔΡΥΣΟΥΝ ΠΡΑΤΗΡΙΑ ΑΛΛΑ ΧΩΡΙΣ ΠΡΟΝΟΜΙΑ ΚΑΙ ΕΝΙΣΧΥΣΕΙΣ ΤΟΝΙΖΕΤΑΙ ΑΠΟ ΤΟΥΣ ΕΚΠΡΟΣΩΠΟΥΣ ΤΟΥ ΕΜΠΟΡΙΟΥ [1212, 3, 1587, 70]
article-body [413, 504, 609, 582]
ad-headline: ΠΡΟΣΚΛΗΣΙΣ [753, 1122, 903, 1148]
divider [409, 467, 613, 468]
ad-item: 2) Μηχανοτεχνίτης φορτηγών αυτοκινήτων καί χωματουργικών μηχανημάτων. [424, 1023, 578, 1057]
ad-name: «Α. ΜΙΧΑΗΛΙΔΗΣ» Α.Ε. [1056, 912, 1186, 927]
ad-body: Για να εργασθούν στο εργοστάσιο της στη Νέα Καρβάλη Καβάλας: ΕΝΑ ΕΝΔΟΔΗΜΟ ΗΛΕΚΤΡΟΛΟΓΟ ΜΗΧΑΝΙΚΟ ΚΑΙ ΕΝΑ ΧΗΜΙΚΟ ΜΗΧΑΝΙΚΟ. Απαραίτητα προσόντα: Δίπλωμα Ε.Μ.Π. ή ισότιμη ξένη, εκπληρωμένες στρατιωτικές υποχρεώσεις, καλή γνώση της αγγλικής. Οι αιτήσεις με βιογραφικό σημείωμα να αποσταλούν στο Τμήμα Προσωπικού της εταιρείας μέχρι 10 Νοεμβρίου 1978. Τηλ. 224622, εσωτ. 219. [23, 1039, 392, 1106]
